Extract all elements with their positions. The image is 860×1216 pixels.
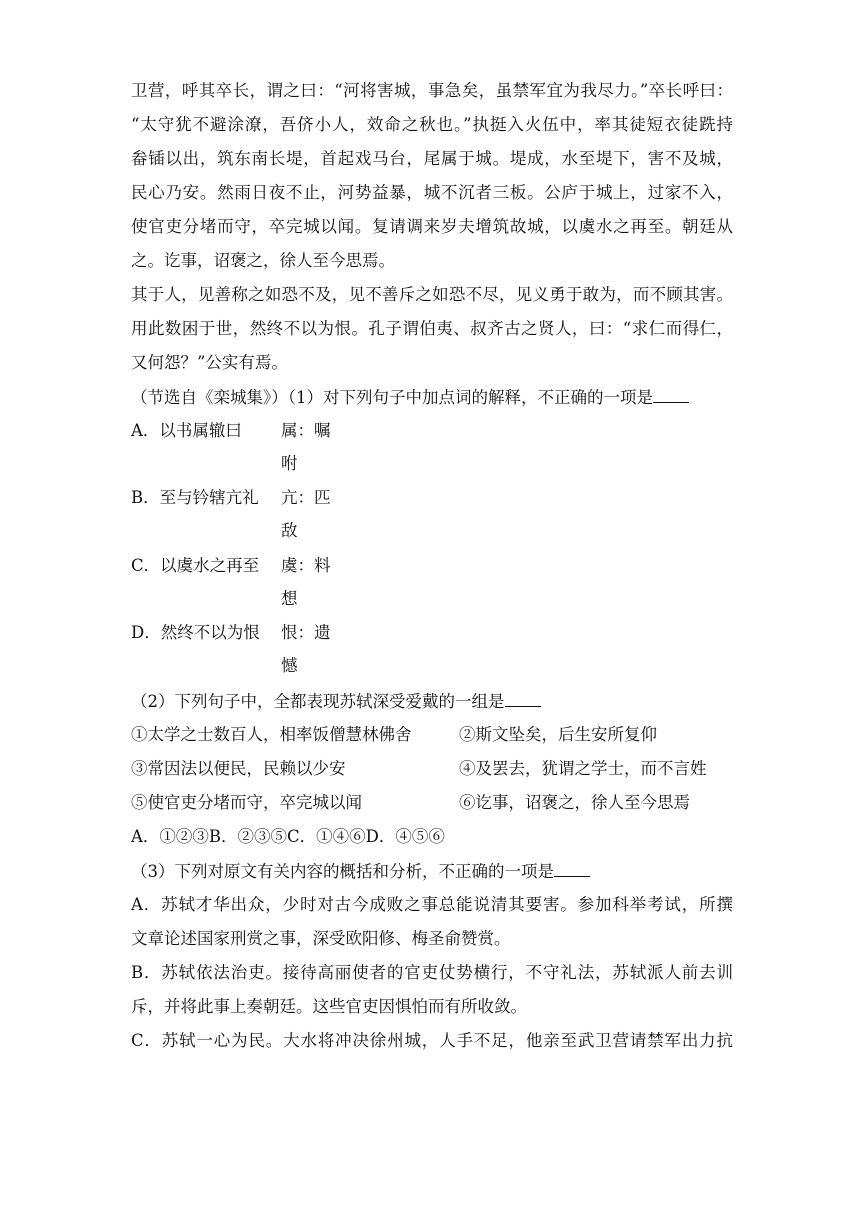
q3-prompt-text: （3）下列对原文有关内容的概括和分析，不正确的一项是 [131,862,554,881]
q1-prompt [131,386,689,408]
passage-p1-line-3: 畚锸以出，筑东南长堤，首起戏马台，尾属于城。堤成，水至堤下，害不及城， [131,149,733,168]
q1-option-a-definition: 属：嘱咐 [281,421,331,473]
q3-prompt [131,860,590,882]
q3-answer-blank [554,860,590,877]
q1-prompt-text: （节选自《栾城集》）（1）对下列句子中加点词的解释，不正确的一项是 [131,388,653,407]
q1-option-c-definition: 虞：料想 [281,556,331,608]
q2-prompt [131,690,541,712]
passage-p1-line-5: 使官吏分堵而守，卒完城以闻。复请调来岁夫增筑故城，以虞水之再至。朝廷从 [131,217,733,236]
passage-p1-line-2: “太守犹不避涂潦，吾侪小人，效命之秋也。”执挺入火伍中，率其徒短衣徒跣持 [131,115,733,134]
passage-p1-line-1: 卫营，呼其卒长，谓之曰：“河将害城，事急矣，虽禁军宜为我尽力。”卒长呼曰： [131,81,733,100]
q2-choices: A．①②③B．②③⑤C．①④⑥D．④⑤⑥ [131,827,445,846]
passage-p2-line-2: 用此数困于世，然终不以为恨。孔子谓伯夷、叔齐古之贤人，曰：“求仁而得仁， [131,319,733,338]
q1-option-b-definition: 亢：匹敌 [281,488,331,540]
q2-item-2: ②斯文坠矣，后生安所复仰 [459,725,657,744]
q1-option-a-label: A．以书属辙曰 [131,421,242,440]
q3-option-line-1: A．苏轼才华出众，少时对古今成败之事总能说清其要害。参加科举考试，所撰 [131,895,733,914]
q1-answer-blank [653,386,689,403]
q2-item-5: ⑤使官吏分堵而守，卒完城以闻 [131,793,362,812]
q2-prompt-text: （2）下列句子中，全都表现苏轼深受爱戴的一组是 [131,692,505,711]
q2-item-6: ⑥讫事，诏褒之，徐人至今思焉 [459,793,690,812]
passage-p2-line-3: 又何怨？”公实有焉。 [131,353,288,372]
q2-answer-blank [505,690,541,707]
q2-item-3: ③常因法以便民，民赖以少安 [131,759,346,778]
q2-item-1: ①太学之士数百人，相率饭僧慧林佛舍 [131,725,412,744]
q1-option-c-label: C．以虞水之再至 [131,556,260,575]
q3-option-line-5: C．苏轼一心为民。大水将冲决徐州城，人手不足，他亲至武卫营请禁军出力抗 [131,1031,733,1050]
passage-p1-line-4: 民心乃安。然雨日夜不止，河势益暴，城不沉者三板。公庐于城上，过家不入， [131,183,733,202]
q1-option-b-label: B．至与钤辖亢礼 [131,488,259,507]
q1-option-d-definition: 恨：遗憾 [281,623,331,675]
passage-p2-line-1: 其于人，见善称之如恐不及，见不善斥之如恐不尽，见义勇于敢为，而不顾其害。 [131,285,733,304]
passage-p1-line-6: 之。讫事，诏褒之，徐人至今思焉。 [131,251,395,270]
q3-option-line-3: B．苏轼依法治吏。接待高丽使者的官吏仗势横行，不守礼法，苏轼派人前去训 [131,963,733,982]
q1-option-d-label: D．然终不以为恨 [131,623,260,642]
q3-option-line-2: 文章论述国家刑赏之事，深受欧阳修、梅圣俞赞赏。 [131,929,511,948]
q2-item-4: ④及罢去，犹谓之学士，而不言姓 [459,759,707,778]
q3-option-line-4: 斥，并将此事上奏朝廷。这些官吏因惧怕而有所收敛。 [131,997,527,1016]
